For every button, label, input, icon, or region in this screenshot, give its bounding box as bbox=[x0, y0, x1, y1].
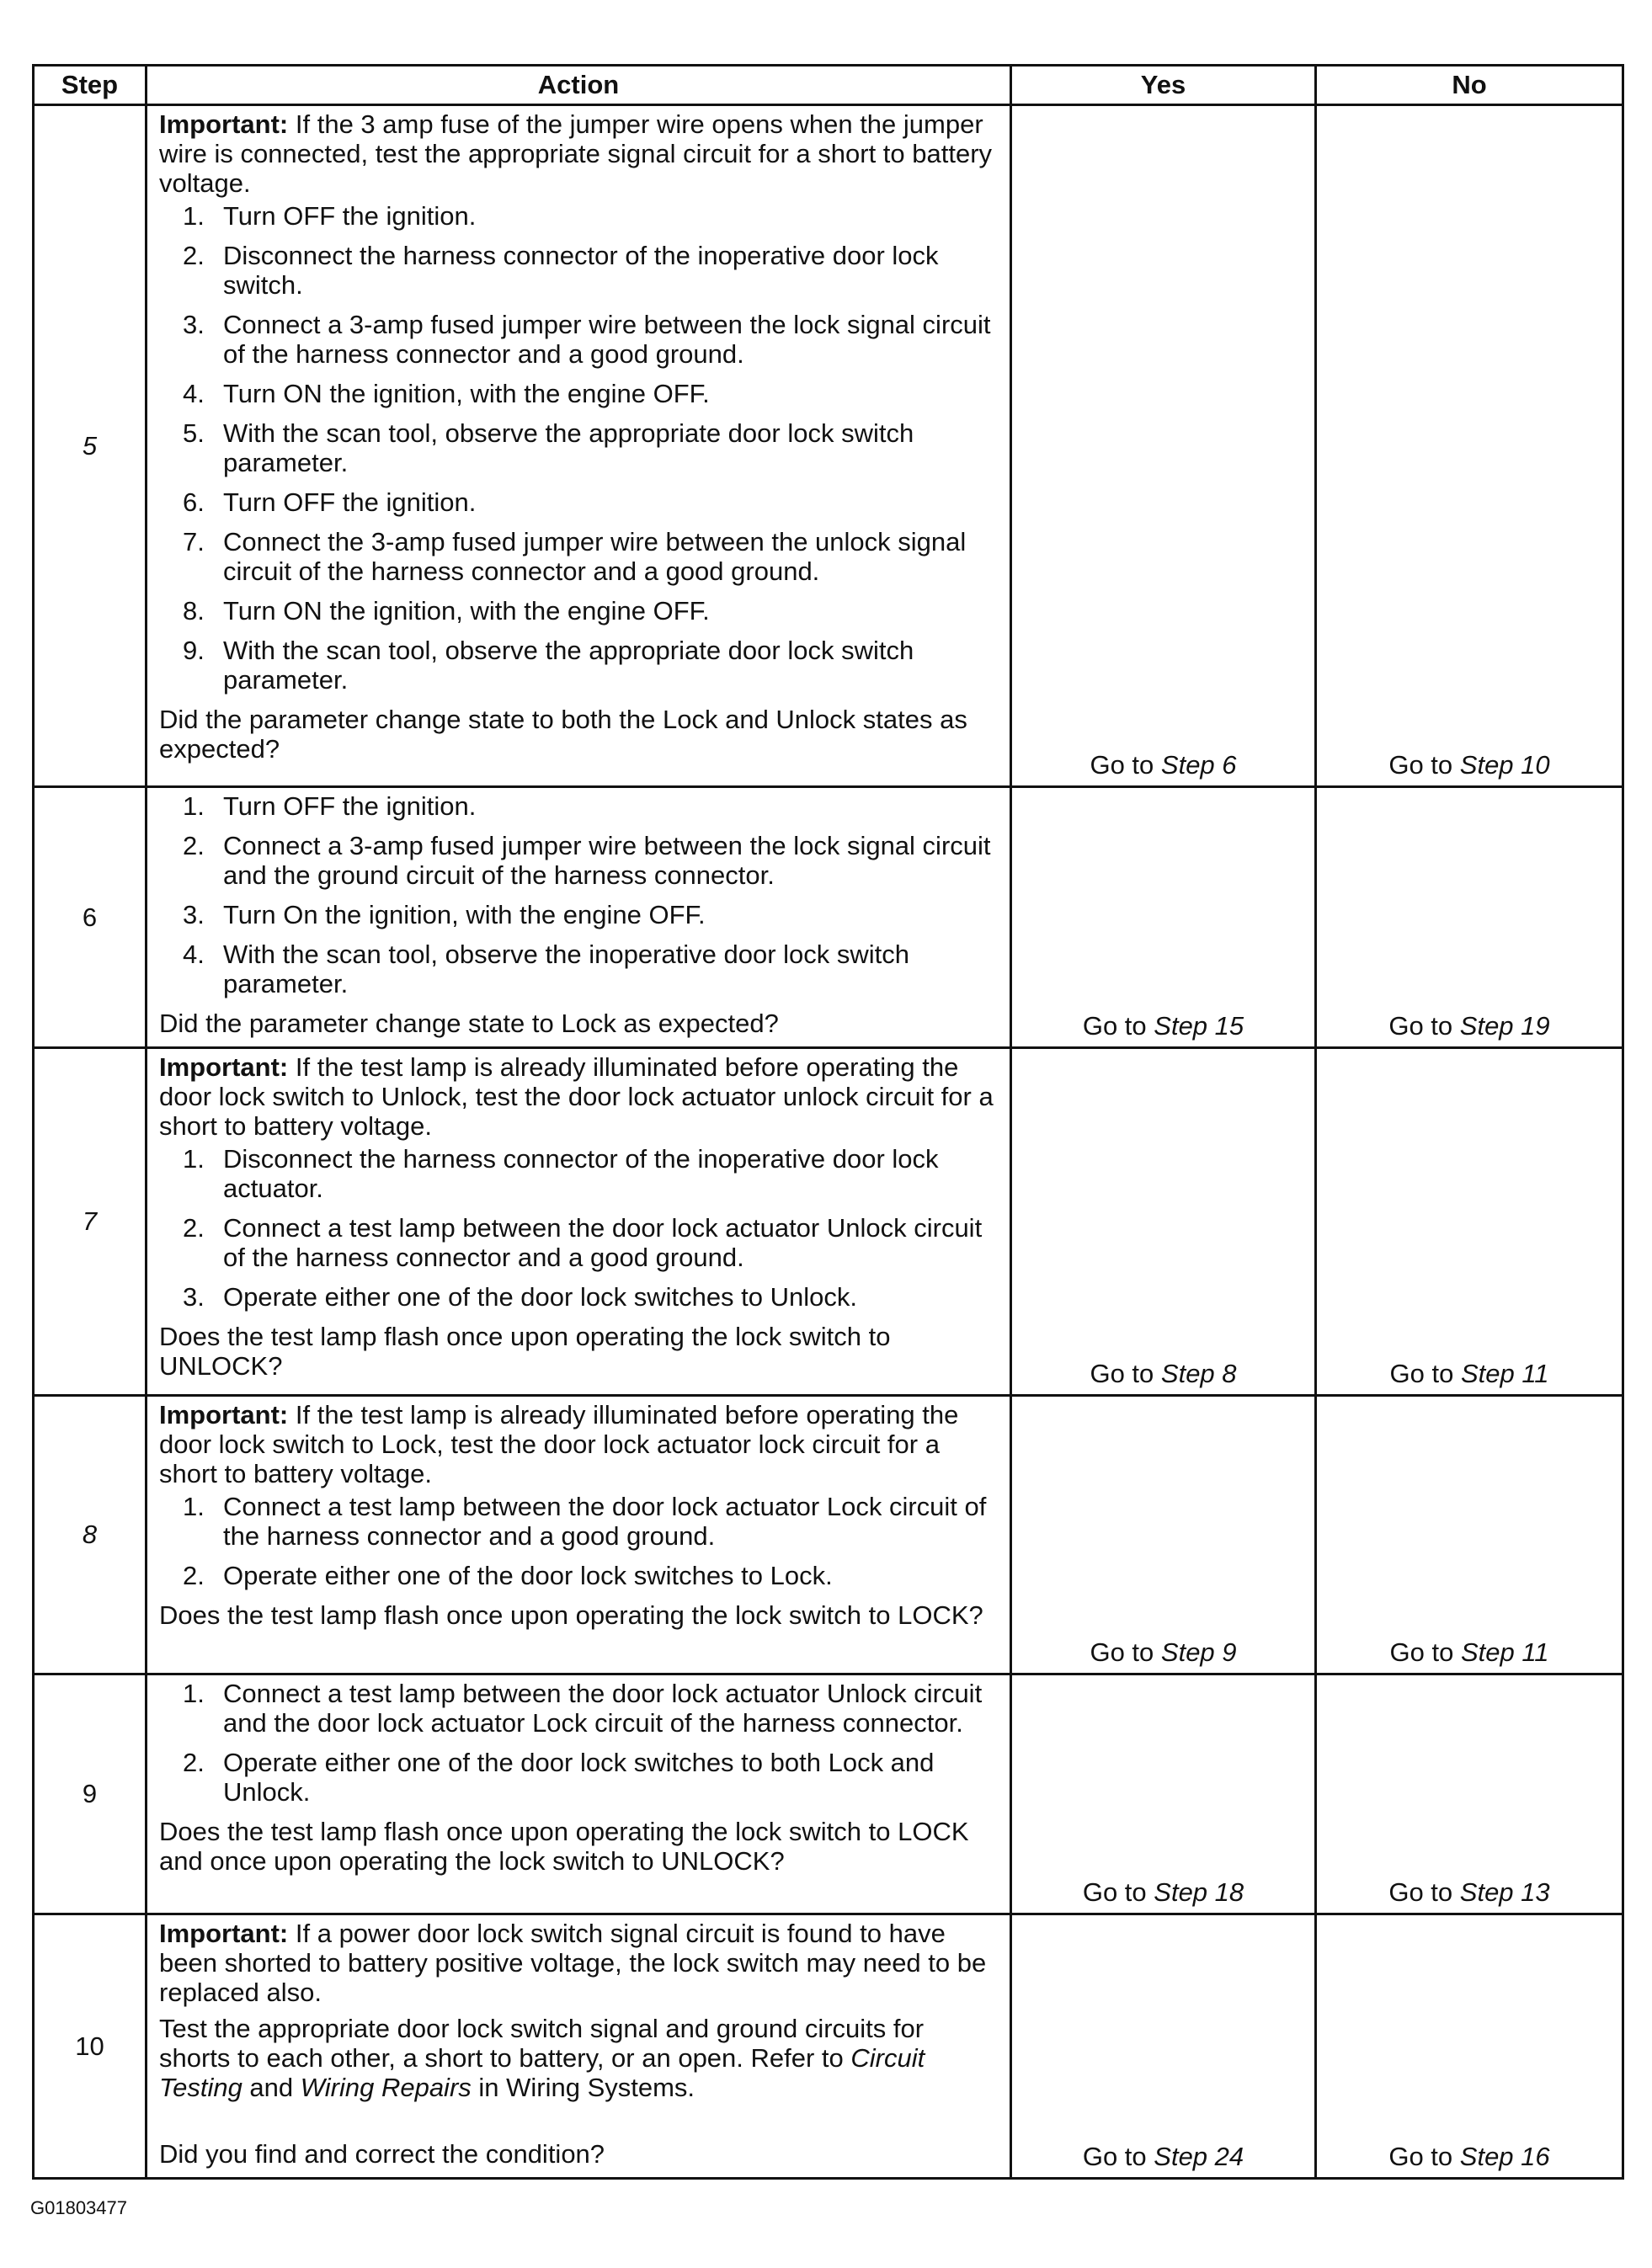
header-no: No bbox=[1316, 66, 1623, 105]
list-item: 1. Disconnect the harness connector of the inoperative door lock actuator. bbox=[183, 1144, 939, 1203]
important-label: Important: bbox=[159, 1919, 289, 1948]
step-number: 6 bbox=[34, 787, 147, 1048]
action-cell bbox=[147, 105, 1011, 787]
list-item: 1. Connect a test lamp between the door lock actuator Lock circuit of the harness connector and a good ground. bbox=[183, 1492, 987, 1551]
procedure-list bbox=[159, 1492, 998, 1590]
list-item: 6. Turn OFF the ignition. bbox=[183, 487, 477, 517]
yes-target: Step 8 bbox=[1160, 1359, 1237, 1388]
important-label: Important: bbox=[159, 109, 289, 139]
yes-target: Step 6 bbox=[1160, 750, 1237, 780]
list-item: 5. With the scan tool, observe the appropriate door lock switch parameter. bbox=[183, 418, 914, 477]
yes-target: Step 9 bbox=[1160, 1637, 1237, 1667]
question: Did the parameter change state to both the Lock and Unlock states as expected? bbox=[159, 705, 967, 764]
list-item: 4. With the scan tool, observe the inoperative door lock switch parameter. bbox=[183, 940, 910, 998]
no-cell: Go to Step 11 bbox=[1316, 1396, 1623, 1674]
step-number: 5 bbox=[34, 105, 147, 787]
list-item: 2. Operate either one of the door lock switches to Lock. bbox=[183, 1561, 833, 1590]
procedure-list bbox=[159, 201, 998, 695]
important-label: Important: bbox=[159, 1052, 289, 1082]
procedure-list bbox=[159, 1679, 998, 1807]
action-cell bbox=[147, 1048, 1011, 1396]
list-item: 9. With the scan tool, observe the appropriate door lock switch parameter. bbox=[183, 636, 914, 695]
no-cell: Go to Step 16 bbox=[1316, 1914, 1623, 2179]
no-cell: Go to Step 10 bbox=[1316, 105, 1623, 787]
step-number: 10 bbox=[34, 1914, 147, 2179]
yes-target: Step 18 bbox=[1154, 1877, 1244, 1907]
test-instructions: Test the appropriate door lock switch signal and ground circuits for shorts to each other, a short to battery, or an open. Refer to Circuit Testing and Wiring Repairs in Wiring Systems. bbox=[159, 2014, 925, 2102]
action-cell bbox=[147, 1914, 1011, 2179]
table-row bbox=[34, 1396, 1623, 1674]
step-number: 7 bbox=[34, 1048, 147, 1396]
yes-cell: Go to Step 24 bbox=[1011, 1914, 1316, 2179]
question: Does the test lamp flash once upon operating the lock switch to UNLOCK? bbox=[159, 1322, 891, 1381]
table-row bbox=[34, 787, 1623, 1048]
action-cell bbox=[147, 787, 1011, 1048]
no-cell: Go to Step 13 bbox=[1316, 1674, 1623, 1914]
important-label: Important: bbox=[159, 1400, 289, 1429]
list-item: 8. Turn ON the ignition, with the engine OFF. bbox=[183, 596, 710, 626]
list-item: 2. Operate either one of the door lock switches to both Lock and Unlock. bbox=[183, 1748, 935, 1807]
question: Did you find and correct the condition? bbox=[159, 2139, 605, 2169]
yes-cell: Go to Step 8 bbox=[1011, 1048, 1316, 1396]
header-action: Action bbox=[147, 66, 1011, 105]
yes-cell: Go to Step 6 bbox=[1011, 105, 1316, 787]
list-item: 1. Turn OFF the ignition. bbox=[183, 201, 477, 231]
list-item: 2. Connect a 3-amp fused jumper wire between the lock signal circuit and the ground circuit of the harness connector. bbox=[183, 831, 991, 890]
list-item: 4. Turn ON the ignition, with the engine OFF. bbox=[183, 379, 710, 408]
procedure-list bbox=[159, 791, 998, 998]
question: Did the parameter change state to Lock as expected? bbox=[159, 1009, 779, 1038]
important-note: Important: If a power door lock switch signal circuit is found to have been shorted to battery positive voltage, the lock switch may need to be replaced also. bbox=[159, 1919, 987, 2007]
step-number: 8 bbox=[34, 1396, 147, 1674]
no-cell: Go to Step 19 bbox=[1316, 787, 1623, 1048]
list-item: 1. Connect a test lamp between the door lock actuator Unlock circuit and the door lock actuator Lock circuit of the harness connector. bbox=[183, 1679, 983, 1738]
procedure-list bbox=[159, 1144, 998, 1312]
question: Does the test lamp flash once upon operating the lock switch to LOCK and once upon operating the lock switch to UNLOCK? bbox=[159, 1817, 969, 1876]
list-item: 3. Connect a 3-amp fused jumper wire between the lock signal circuit of the harness connector and a good ground. bbox=[183, 310, 991, 369]
yes-target: Step 24 bbox=[1154, 2142, 1244, 2171]
no-target: Step 16 bbox=[1459, 2142, 1550, 2171]
list-item: 7. Connect the 3-amp fused jumper wire between the unlock signal circuit of the harness connector and a good ground. bbox=[183, 527, 967, 586]
list-item: 3. Operate either one of the door lock switches to Unlock. bbox=[183, 1282, 858, 1312]
list-item: 1. Turn OFF the ignition. bbox=[183, 791, 477, 821]
no-target: Step 11 bbox=[1460, 1637, 1549, 1667]
table-row bbox=[34, 105, 1623, 787]
no-target: Step 19 bbox=[1459, 1011, 1550, 1041]
table-row bbox=[34, 1674, 1623, 1914]
header-step: Step bbox=[34, 66, 147, 105]
table-row bbox=[34, 1048, 1623, 1396]
list-item: 2. Connect a test lamp between the door lock actuator Unlock circuit of the harness connector and a good ground. bbox=[183, 1213, 983, 1272]
important-note: Important: If the test lamp is already illuminated before operating the door lock switch to Unlock, test the door lock actuator unlock circuit for a short to battery voltage. bbox=[159, 1052, 994, 1141]
no-target: Step 11 bbox=[1460, 1359, 1549, 1388]
list-item: 3. Turn On the ignition, with the engine OFF. bbox=[183, 900, 706, 929]
table-row bbox=[34, 1914, 1623, 2179]
diagnostic-table bbox=[32, 64, 1624, 2180]
ref-circuit-testing: Circuit Testing bbox=[159, 2043, 925, 2102]
important-note: Important: If the 3 amp fuse of the jumper wire opens when the jumper wire is connected, test the appropriate signal circuit for a short to battery voltage. bbox=[159, 109, 993, 198]
yes-target: Step 15 bbox=[1154, 1011, 1244, 1041]
step-number: 9 bbox=[34, 1674, 147, 1914]
yes-cell: Go to Step 18 bbox=[1011, 1674, 1316, 1914]
list-item: 2. Disconnect the harness connector of the inoperative door lock switch. bbox=[183, 241, 939, 300]
important-note: Important: If the test lamp is already illuminated before operating the door lock switch to Lock, test the door lock actuator lock circuit for a short to battery voltage. bbox=[159, 1400, 959, 1488]
no-cell: Go to Step 11 bbox=[1316, 1048, 1623, 1396]
action-cell bbox=[147, 1396, 1011, 1674]
figure-id: G01803477 bbox=[30, 2197, 127, 2218]
no-target: Step 13 bbox=[1459, 1877, 1550, 1907]
yes-cell: Go to Step 9 bbox=[1011, 1396, 1316, 1674]
no-target: Step 10 bbox=[1459, 750, 1550, 780]
question: Does the test lamp flash once upon operating the lock switch to LOCK? bbox=[159, 1600, 983, 1630]
ref-wiring-repairs: Wiring Repairs bbox=[300, 2073, 472, 2102]
action-cell bbox=[147, 1674, 1011, 1914]
header-yes: Yes bbox=[1011, 66, 1316, 105]
yes-cell: Go to Step 15 bbox=[1011, 787, 1316, 1048]
header-row bbox=[34, 66, 1623, 105]
